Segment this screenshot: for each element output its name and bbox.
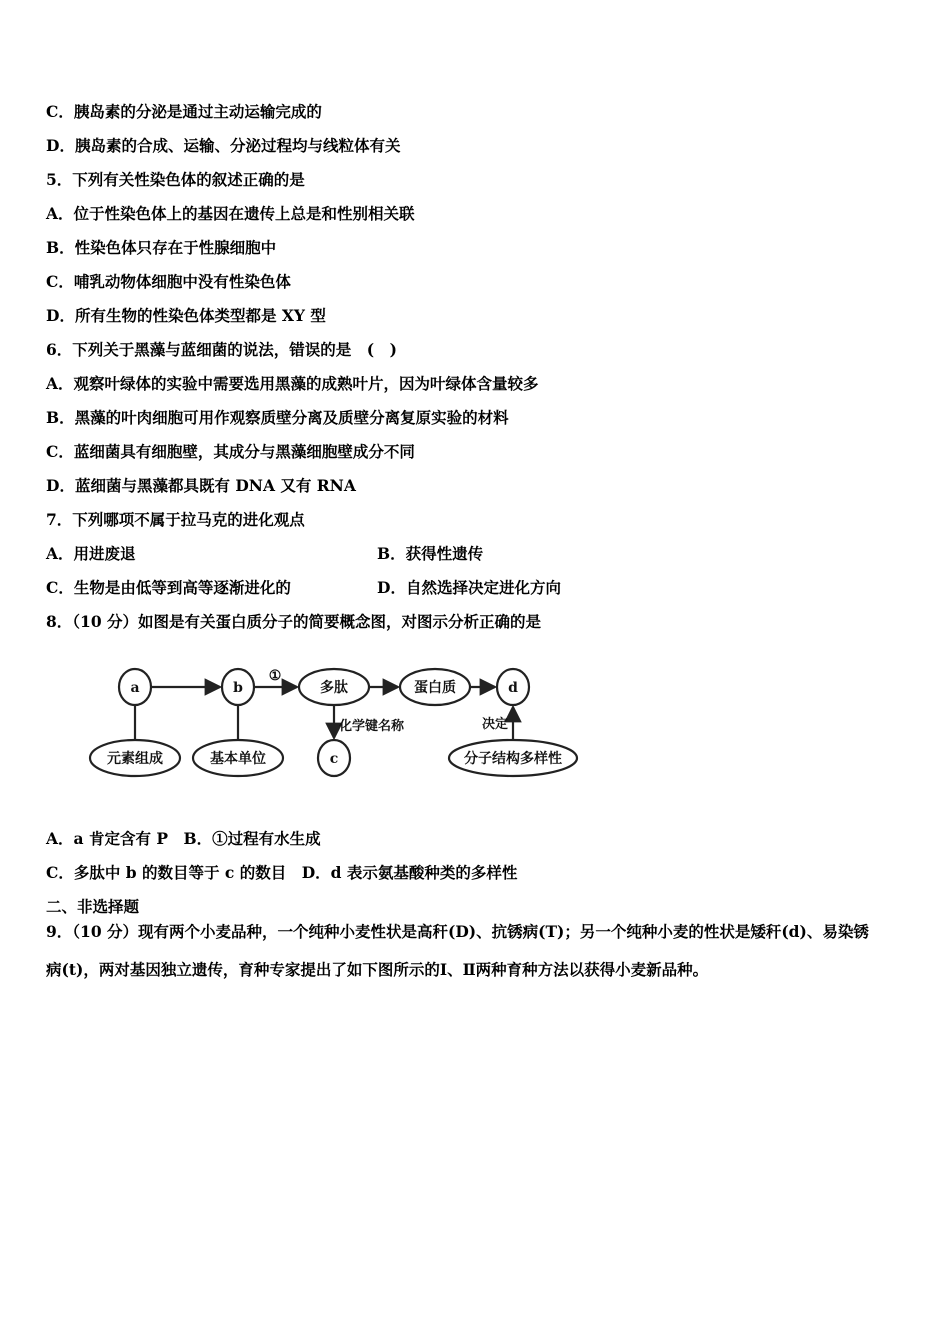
node-protein-label: 蛋白质 [414, 680, 456, 696]
node-d-label: d [508, 680, 518, 696]
node-c-label: c [329, 751, 339, 767]
q7-option-b: B．获得性遗传 [377, 544, 484, 563]
q8-stem: 8．（10 分）如图是有关蛋白质分子的简要概念图，对图示分析正确的是 [46, 612, 542, 631]
node-b-label: b [233, 680, 243, 696]
decide-label: 决定 [481, 717, 508, 732]
section-title: 二、非选择题 [46, 897, 140, 916]
protein-concept-diagram [85, 650, 585, 800]
q5-option-a: A．位于性染色体上的基因在遗传上总是和性别相关联 [46, 204, 415, 223]
q6-option-d: D．蓝细菌与黑藻都具既有 DNA 又有 RNA [46, 476, 356, 495]
bond-name-label: 化学键名称 [339, 719, 405, 734]
q8-option-cd: C．多肽中 b 的数目等于 c 的数目 D．d 表示氨基酸种类的多样性 [46, 863, 518, 882]
q6-option-b: B．黑藻的叶肉细胞可用作观察质壁分离及质壁分离复原实验的材料 [46, 408, 509, 427]
q7-option-a: A．用进废退 [46, 544, 136, 563]
q6-option-c: C．蓝细菌具有细胞壁，其成分与黑藻细胞壁成分不同 [46, 442, 415, 461]
q7-stem: 7．下列哪项不属于拉马克的进化观点 [46, 510, 305, 529]
q5-stem: 5．下列有关性染色体的叙述正确的是 [46, 170, 305, 189]
q4-option-d: D．胰岛素的合成、运输、分泌过程均与线粒体有关 [46, 136, 401, 155]
q5-option-c: C．哺乳动物体细胞中没有性染色体 [46, 272, 291, 291]
node-unit-label: 基本单位 [210, 751, 266, 767]
step1-label: ① [268, 668, 282, 684]
q9-line-1: 9．（10 分）现有两个小麦品种，一个纯种小麦性状是高秆(D)、抗锈病(T)；另一个纯种小麦的性状是矮秆(d)、易染锈 [46, 922, 869, 941]
q5-option-b: B．性染色体只存在于性腺细胞中 [46, 238, 277, 257]
q7-option-c: C．生物是由低等到高等逐渐进化的 [46, 578, 291, 597]
node-peptide-label: 多肽 [320, 680, 348, 696]
q8-option-ab: A．a 肯定含有 P B．①过程有水生成 [46, 829, 321, 848]
q6-option-a: A．观察叶绿体的实验中需要选用黑藻的成熟叶片，因为叶绿体含量较多 [46, 374, 539, 393]
q4-option-c: C．胰岛素的分泌是通过主动运输完成的 [46, 102, 322, 121]
node-elements-label: 元素组成 [107, 751, 163, 767]
q9-line-2: 病(t)，两对基因独立遗传，育种专家提出了如下图所示的Ⅰ、Ⅱ两种育种方法以获得小麦新品种。 [46, 960, 709, 979]
q6-stem: 6．下列关于黑藻与蓝细菌的说法，错误的是 ( ) [46, 340, 397, 359]
q7-option-d: D．自然选择决定进化方向 [377, 578, 561, 597]
node-a-label: a [130, 680, 140, 696]
node-diversity-label: 分子结构多样性 [464, 751, 562, 767]
q5-option-d: D．所有生物的性染色体类型都是 XY 型 [46, 306, 326, 325]
